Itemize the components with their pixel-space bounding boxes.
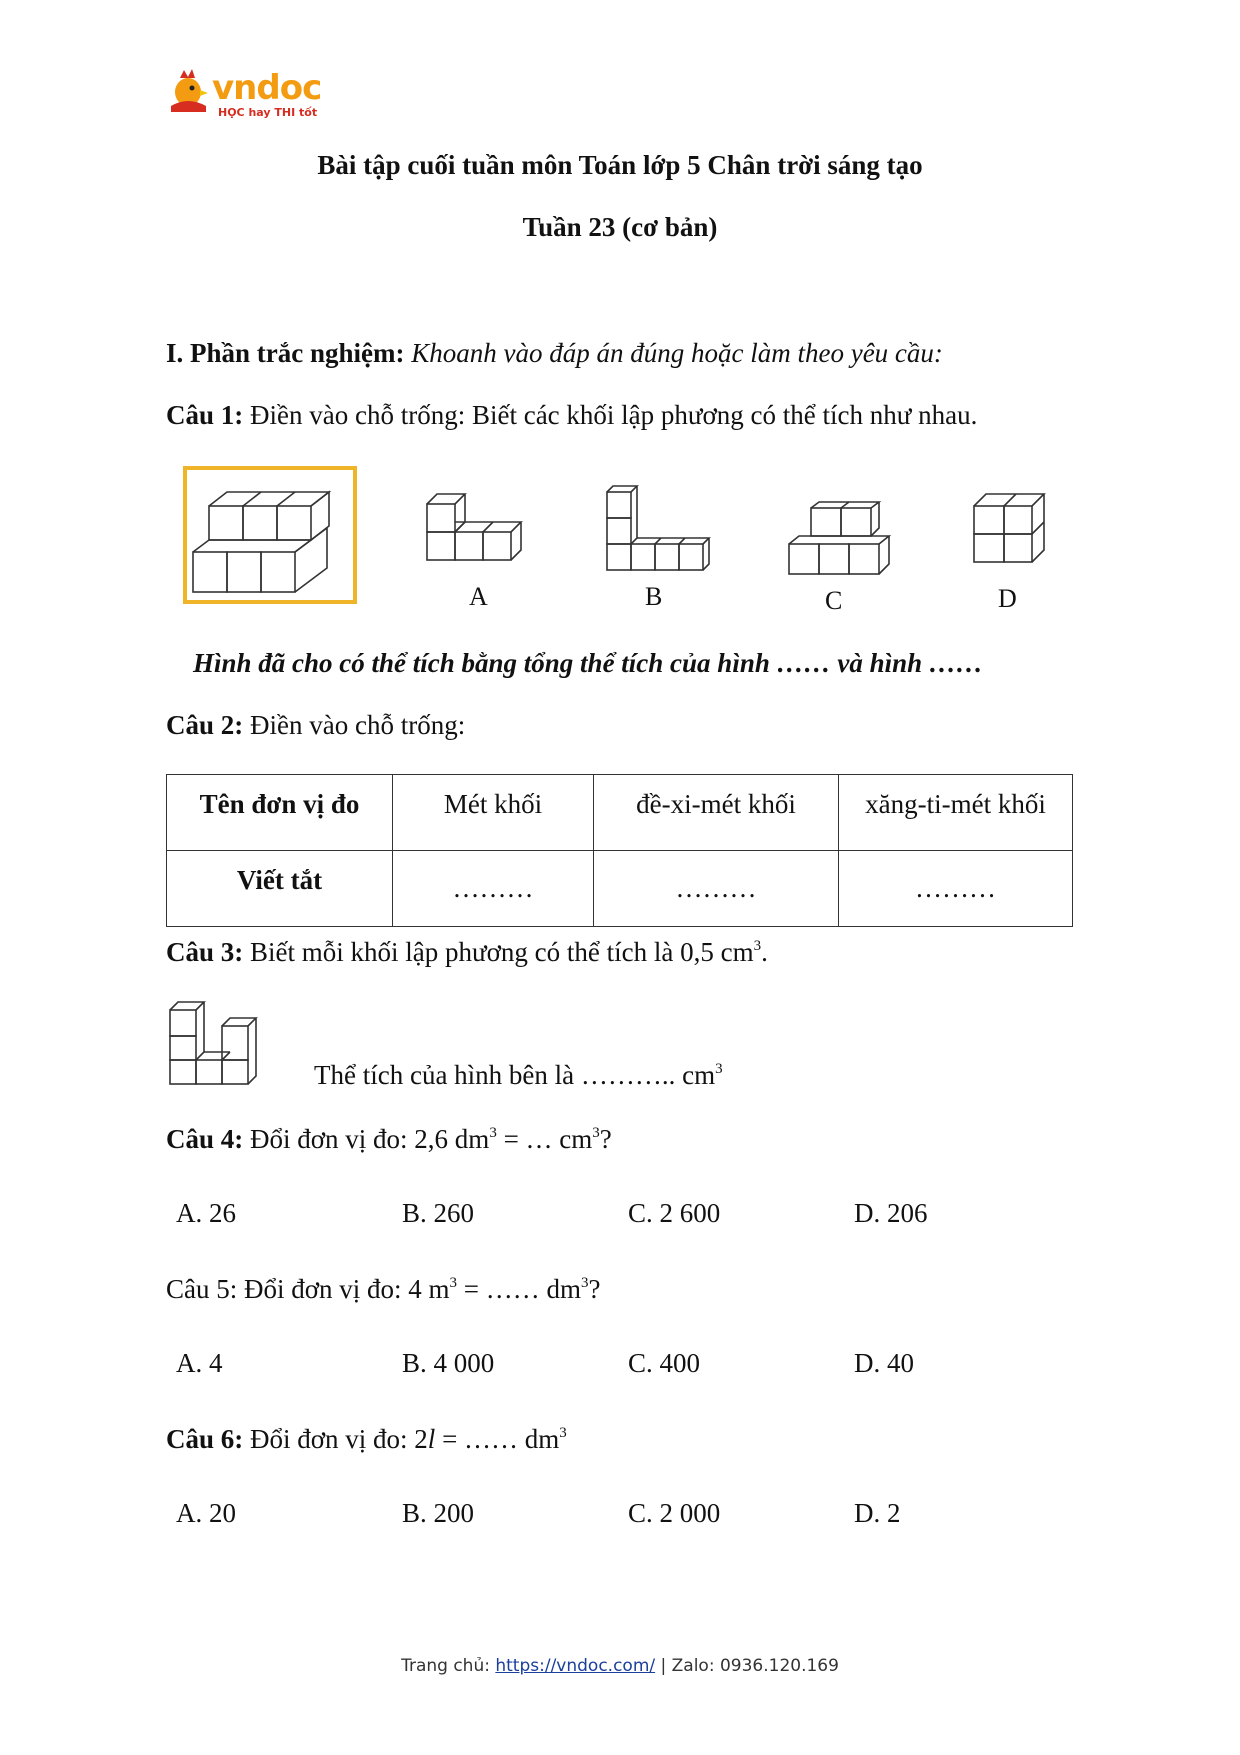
q6-text-b: = …… dm [435, 1424, 560, 1454]
q5-option-c[interactable]: C. 400 [628, 1348, 701, 1378]
figure-b [605, 482, 725, 611]
q4-text-c: ? [599, 1124, 612, 1154]
cube-stack-figure [187, 470, 353, 600]
footer-home-link[interactable]: https://vndoc.com/ [495, 1656, 656, 1676]
table-cell: Mét khối [393, 775, 594, 851]
q2-label: Câu 2: [166, 710, 244, 740]
cube-figure-a [425, 486, 535, 566]
question-1 [166, 400, 977, 431]
section-instruction: Khoanh vào đáp án đúng hoặc làm theo yêu cầu: [411, 338, 943, 368]
page-title: Bài tập cuối tuần môn Toán lớp 5 Chân trời sáng tạo [317, 150, 923, 180]
q1-answer-line: Hình đã cho có thể tích bằng tổng thể tích của hình …… và hình …… [193, 648, 983, 678]
table-cell: đề-xi-mét khối [594, 775, 839, 851]
q6-option-b[interactable]: B. 200 [402, 1498, 475, 1528]
q1-label: Câu 1: [166, 400, 244, 430]
q4-option-d[interactable]: D. 206 [854, 1198, 928, 1228]
q4-text-b: = … cm [496, 1124, 593, 1154]
question-6 [166, 1424, 567, 1455]
q4-sup2: 3 [592, 1125, 600, 1141]
q6-options [0, 1498, 1240, 1538]
q4-label: Câu 4: [166, 1124, 244, 1154]
units-table [166, 774, 1073, 927]
q2-text: Điền vào chỗ trống: [250, 710, 466, 740]
figure-c-label: C [825, 586, 843, 615]
q6-option-d[interactable]: D. 2 [854, 1498, 901, 1528]
table-cell-blank[interactable]: ……… [839, 851, 1073, 927]
q4-text-a: Đổi đơn vị đo: 2,6 dm [250, 1124, 490, 1154]
section-heading-line [166, 338, 943, 369]
q5-options [0, 1348, 1240, 1388]
q6-text-a: Đổi đơn vị đo: 2 [250, 1424, 428, 1454]
q3-text: Biết mỗi khối lập phương có thể tích là 0,5 cm [250, 937, 754, 967]
table-cell-blank[interactable]: ……… [393, 851, 594, 927]
given-figure [183, 466, 357, 604]
q1-text: Điền vào chỗ trống: Biết các khối lập phương có thể tích như nhau. [250, 400, 978, 430]
table-cell: Viết tắt [167, 851, 393, 927]
q4-options [0, 1198, 1240, 1238]
table-cell: xăng-ti-mét khối [839, 775, 1073, 851]
footer [0, 1656, 1240, 1676]
cube-figure-b [605, 482, 725, 572]
q4-option-b[interactable]: B. 260 [402, 1198, 475, 1228]
figure-d [972, 488, 1062, 613]
q6-text-l: l [427, 1424, 436, 1454]
table-row [167, 851, 1073, 927]
q4-option-c[interactable]: C. 2 600 [628, 1198, 721, 1228]
q3-answer: Thể tích của hình bên là ……….. cm [314, 1060, 716, 1090]
q5-text-b: = …… dm [457, 1274, 582, 1304]
q3-sup: 3 [753, 938, 762, 954]
q3-figure [168, 996, 268, 1095]
vndoc-logo [166, 66, 326, 126]
cube-figure-c [785, 498, 905, 578]
q5-text-a: Câu 5: Đổi đơn vị đo: 4 m [166, 1274, 450, 1304]
q6-label: Câu 6: [166, 1424, 244, 1454]
figure-b-label: B [645, 582, 663, 611]
logo-text: vndoc [212, 68, 322, 108]
figure-c [785, 498, 905, 615]
figure-a [425, 486, 535, 611]
logo-slogan: HỌC hay THI tốt [218, 106, 318, 119]
cube-figure-d [972, 488, 1062, 568]
q3-answer-line [314, 1060, 723, 1091]
q4-option-a[interactable]: A. 26 [176, 1198, 236, 1228]
cube-figure-q3 [168, 996, 268, 1088]
q5-option-a[interactable]: A. 4 [176, 1348, 223, 1378]
table-cell: Tên đơn vị đo [167, 775, 393, 851]
footer-suffix: | Zalo: 0936.120.169 [655, 1656, 839, 1676]
section-heading: I. Phần trắc nghiệm: [166, 338, 405, 368]
page-subtitle: Tuần 23 (cơ bản) [522, 212, 718, 242]
q5-text-c: ? [588, 1274, 601, 1304]
question-5 [166, 1274, 601, 1305]
q6-option-a[interactable]: A. 20 [176, 1498, 236, 1528]
table-cell-blank[interactable]: ……… [594, 851, 839, 927]
q5-sup1: 3 [449, 1275, 458, 1291]
figure-d-label: D [998, 584, 1017, 613]
footer-prefix: Trang chủ: [401, 1656, 496, 1676]
q3-text-end: . [761, 937, 768, 967]
q5-option-b[interactable]: B. 4 000 [402, 1348, 495, 1378]
q4-sup1: 3 [489, 1125, 497, 1141]
question-4 [166, 1124, 612, 1155]
question-3 [166, 937, 768, 968]
q5-sup2: 3 [581, 1275, 589, 1291]
table-header-row [167, 775, 1073, 851]
question-2 [166, 710, 465, 741]
q6-sup: 3 [559, 1425, 567, 1441]
q6-option-c[interactable]: C. 2 000 [628, 1498, 721, 1528]
q3-label: Câu 3: [166, 937, 244, 967]
q5-option-d[interactable]: D. 40 [854, 1348, 914, 1378]
figure-a-label: A [469, 582, 488, 611]
q3-answer-sup: 3 [715, 1061, 723, 1077]
